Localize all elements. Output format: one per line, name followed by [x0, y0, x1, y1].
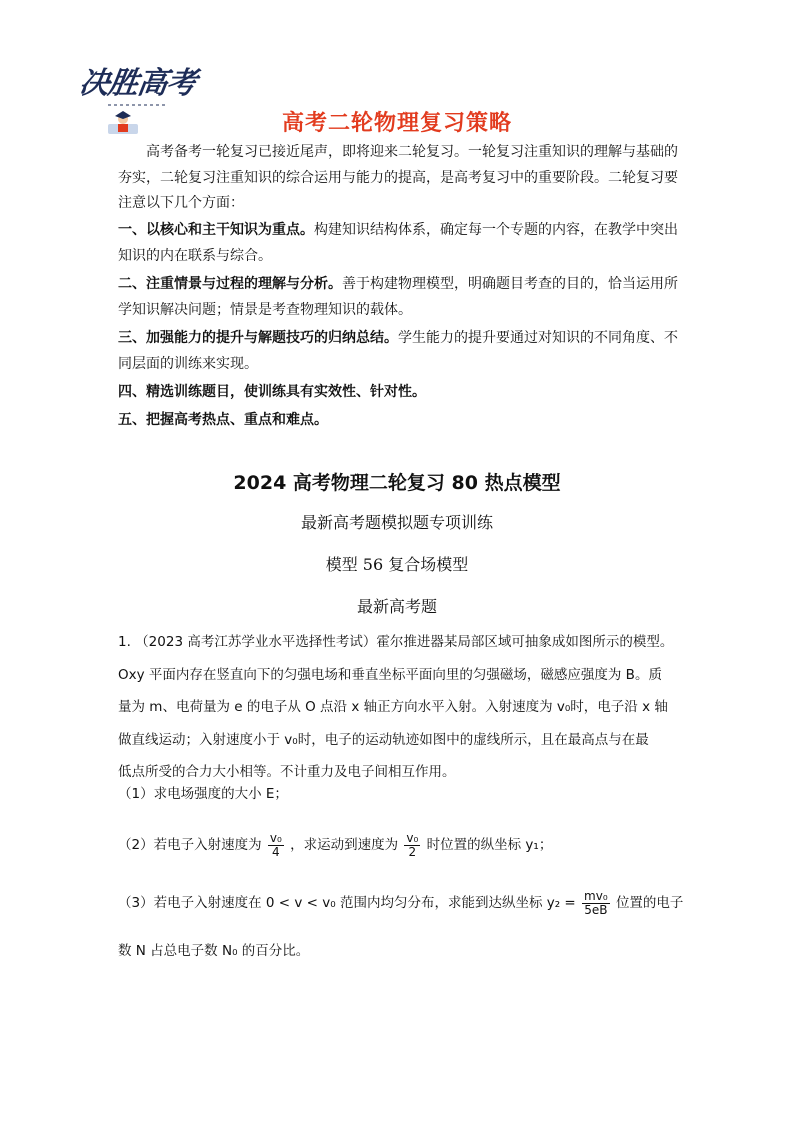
stem-line: 量为 m、电荷量为 e 的电子从 O 点沿 x 轴正方向水平入射。入射速度为 v₀时，电子沿 x 轴 — [118, 699, 668, 715]
fraction-mv0-over-5eB — [582, 890, 610, 917]
intro-point-2 — [118, 272, 678, 323]
stem-line: 做直线运动；入射速度小于 v₀时，电子的运动轨迹如图中的虚线所示，且在最高点与在最 — [118, 731, 649, 748]
fraction-denominator: 4 — [272, 844, 280, 859]
fraction-numerator: v₀ — [406, 830, 419, 845]
fraction-numerator: mv₀ — [584, 888, 608, 903]
q2-text-a: （2）若电子入射速度为 — [118, 837, 262, 853]
section-title: 2024 高考物理二轮复习 80 热点模型 — [233, 472, 561, 494]
point-heading: 一、以核心和主干知识为重点。 — [118, 222, 314, 238]
fraction-v0-over-4 — [268, 832, 284, 859]
q2-text-c: 时位置的纵坐标 y₁； — [426, 837, 553, 853]
point-heading: 三、加强能力的提升与解题技巧的归纳总结。 — [118, 330, 398, 346]
section-subtitle: 最新高考题模拟题专项训练 — [300, 513, 493, 532]
intro-paragraph — [118, 140, 678, 217]
stem-line: 1. （2023 高考江苏学业水平选择性考试）霍尔推进器某局部区域可抽象成如图所示的模型。 — [118, 634, 674, 650]
stem-line: 低点所受的合力大小相等。不计重力及电子间相互作用。 — [118, 764, 456, 780]
logo-text: 决胜高考 — [77, 66, 198, 101]
fraction-numerator: v₀ — [269, 830, 282, 845]
question-part-1: （1）求电场强度的大小 E； — [118, 786, 288, 802]
point-body: 学生能力的提升要通过对知识的不同角度、不同层面的训练来实现。 — [118, 330, 678, 372]
question-part-2 — [118, 828, 552, 862]
fraction-denominator: 2 — [408, 844, 417, 859]
intro-point-4 — [118, 380, 678, 406]
question-part-3 — [118, 886, 683, 920]
point-body: 五、把握高考热点、重点和难点。 — [118, 412, 328, 428]
question-stem — [118, 626, 673, 789]
fraction-denominator: 5eB — [584, 902, 608, 917]
intro-point-5 — [118, 408, 678, 434]
question-part-3-cont: 数 N 占总电子数 N₀ 的百分比。 — [118, 943, 310, 959]
part-title: 最新高考题 — [356, 597, 437, 616]
page-title: 高考二轮物理复习策略 — [281, 111, 512, 136]
intro-point-3 — [118, 326, 678, 377]
q2-text-b: ，求运动到速度为 — [290, 837, 399, 853]
intro-text: 高考备考一轮复习已接近尾声，即将迎来二轮复习。一轮复习注重知识的理解与基础的夯实，二轮复习注重知识的综合运用与能力的提高，是高考复习中的重要阶段。二轮复习要注意以下几个方面： — [118, 144, 678, 211]
point-body: 构建知识结构体系，确定每一个专题的内容，在教学中突出知识的内在联系与综合。 — [118, 222, 678, 264]
stem-line: Oxy 平面内存在竖直向下的匀强电场和垂直坐标平面向里的匀强磁场，磁感应强度为 B。质 — [118, 666, 662, 683]
model-title: 模型 56 复合场模型 — [325, 555, 469, 574]
intro-point-1 — [118, 218, 678, 269]
point-heading: 四、精选训练题目，使训练具有实效性、针对性。 — [118, 384, 426, 400]
q3-text-b: 位置的电子 — [615, 895, 684, 911]
point-body: 善于构建物理模型，明确题目考查的目的，恰当运用所学知识解决问题；情景是考查物理知识的载体。 — [118, 276, 678, 318]
q3-text-a: （3）若电子入射速度在 0 < v < v₀ 范围内均匀分布，求能到达纵坐标 y₂ = — [118, 895, 576, 911]
point-heading: 二、注重情景与过程的理解与分析。 — [118, 276, 342, 292]
fraction-v0-over-2 — [404, 832, 420, 859]
